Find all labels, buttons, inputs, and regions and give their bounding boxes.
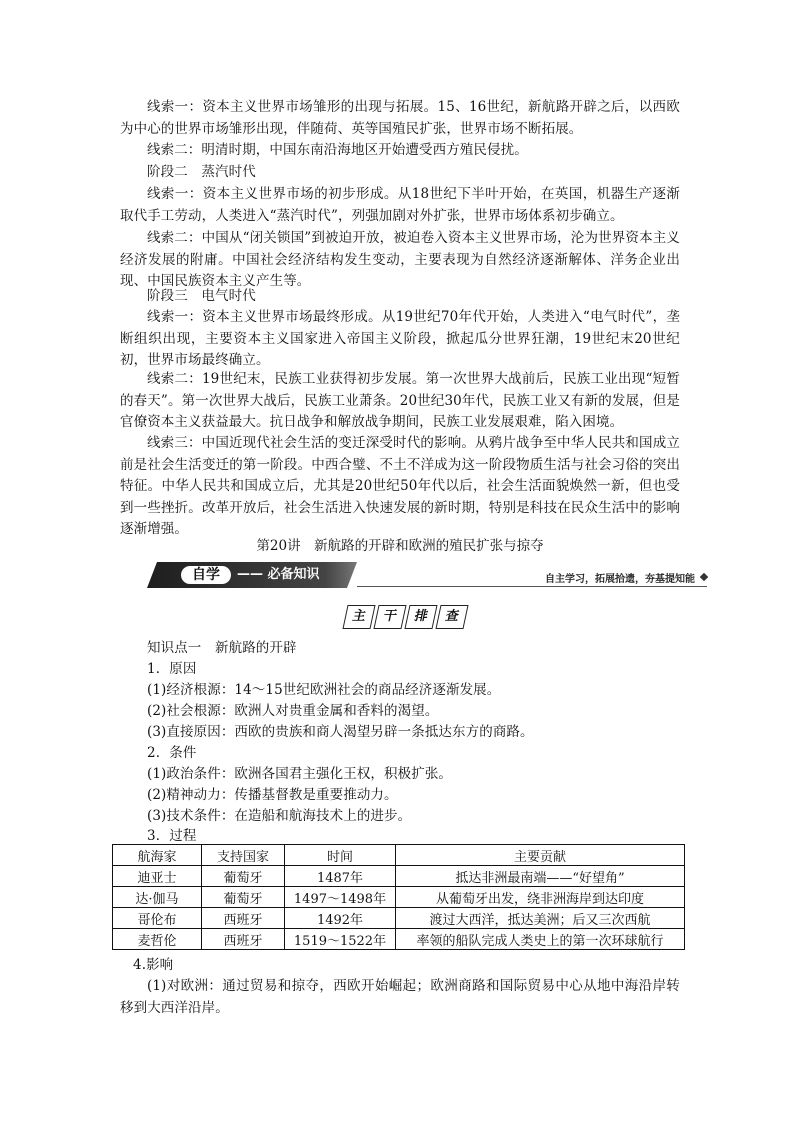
header-navigator: 航海家 (113, 845, 202, 866)
condition-technical: (3)技术条件：在造船和航海技术上的进步。 (147, 808, 412, 824)
cell-navigator: 迪亚士 (113, 866, 202, 887)
paragraph-steam-clue-2: 线索二：中国从“闭关锁国”到被迫开放，被迫卷入资本主义世界市场，沦为世界资本主义经济发展的附庸。中国社会经济结构发生变动，主要表现为自然经济逐渐解体、洋务企业出现、中国民族资本主义产生等。 (120, 230, 680, 289)
section-heading (345, 605, 466, 629)
knowledge-point-heading: 知识点一 新航路的开辟 (147, 640, 297, 656)
cell-contribution: 抵达非洲最南端——“好望角” (396, 866, 685, 887)
heading-causes: 1．原因 (147, 661, 197, 677)
paragraph-clue-1: 线索一：资本主义世界市场雏形的出现与拓展。15、16世纪，新航路开辟之后，以西欧为中心的世界市场雏形出现，伴随荷、英等国殖民扩张，世界市场不断拓展。 (120, 99, 680, 137)
banner-chip: 自学 (181, 566, 231, 584)
cell-navigator: 达·伽马 (113, 887, 202, 908)
cell-contribution: 率领的船队完成人类史上的第一次环球航行 (396, 929, 685, 950)
cause-social: (2)社会根源：欧洲人对贵重金属和香料的渴望。 (147, 703, 439, 719)
table-row (113, 887, 685, 908)
section-char: 查 (435, 605, 468, 629)
cause-direct: (3)直接原因：西欧的贵族和商人渴望另辟一条抵达东方的商路。 (147, 724, 534, 740)
heading-conditions: 2．条件 (147, 745, 197, 761)
cell-country: 葡萄牙 (202, 866, 285, 887)
paragraph-steam-clue-1: 线索一：资本主义世界市场的初步形成。从18世纪下半叶开始，在英国，机器生产逐渐取代手工劳动，人类进入“蒸汽时代”，列强加剧对外扩张，世界市场体系初步确立。 (120, 186, 680, 224)
table-header-row (113, 845, 685, 866)
heading-impact: 4.影响 (133, 957, 174, 973)
table-row (113, 908, 685, 929)
section-char: 排 (404, 605, 437, 629)
table-row (113, 866, 685, 887)
banner-text: —— 必备知识 (237, 567, 320, 582)
cell-time: 1519～1522年 (285, 929, 396, 950)
table-row (113, 929, 685, 950)
section-char: 主 (342, 605, 375, 629)
header-time: 时间 (285, 845, 396, 866)
cause-economic: (1)经济根源：14～15世纪欧洲社会的商品经济逐渐发展。 (147, 682, 501, 698)
cell-contribution: 渡过大西洋，抵达美洲；后又三次西航 (396, 908, 685, 929)
cell-country: 西班牙 (202, 929, 285, 950)
self-study-banner (147, 562, 707, 588)
paragraph-electric-clue-2: 线索二：19世纪末，民族工业获得初步发展。第一次世界大战前后，民族工业出现“短暂的春天”。第一次世界大战后，民族工业萧条。20世纪30年代，民族工业又有新的发展，但是官僚资本主义获益最大。抗日战争和解放战争期间，民族工业发展艰难，陷入困境。 (120, 371, 680, 430)
section-char: 干 (373, 605, 406, 629)
paragraph-clue-2: 线索二：明清时期，中国东南沿海地区开始遭受西方殖民侵扰。 (147, 142, 528, 158)
banner-slogan: 自主学习，拓展拾遗，夯基提知能 (545, 574, 695, 585)
condition-spiritual: (2)精神动力：传播基督教是重要推动力。 (147, 787, 398, 803)
cell-navigator: 麦哲伦 (113, 929, 202, 950)
header-contribution: 主要贡献 (396, 845, 685, 866)
cell-contribution: 从葡萄牙出发，绕非洲海岸到达印度 (396, 887, 685, 908)
cell-time: 1487年 (285, 866, 396, 887)
header-country: 支持国家 (202, 845, 285, 866)
cell-time: 1497～1498年 (285, 887, 396, 908)
stage-3-heading: 阶段三 电气时代 (147, 288, 256, 304)
impact-europe: (1)对欧洲：通过贸易和掠夺，西欧开始崛起；欧洲商路和国际贸易中心从地中海沿岸转移到大西洋沿岸。 (120, 978, 680, 1016)
lecture-title: 第20讲 新航路的开辟和欧洲的殖民扩张与掠夺 (256, 538, 544, 554)
cell-time: 1492年 (285, 908, 396, 929)
banner-rule (357, 586, 707, 587)
heading-process: 3．过程 (147, 828, 197, 844)
stage-2-heading: 阶段二 蒸汽时代 (147, 164, 256, 180)
voyages-table (112, 844, 685, 950)
paragraph-electric-clue-3: 线索三：中国近现代社会生活的变迁深受时代的影响。从鸦片战争至中华人民共和国成立前是社会生活变迁的第一阶段。中西合璧、不土不洋成为这一阶段物质生活与社会习俗的突出特征。中华人民共和国成立后，尤其是20世纪50年代以后，社会生活面貌焕然一新，但也受到一些挫折。改革开放后，社会生活进入快速发展的新时期，特别是科技在民众生活中的影响逐渐增强。 (120, 435, 680, 537)
diamond-icon (700, 573, 708, 581)
cell-country: 葡萄牙 (202, 887, 285, 908)
cell-navigator: 哥伦布 (113, 908, 202, 929)
condition-political: (1)政治条件：欧洲各国君主强化王权，积极扩张。 (147, 766, 453, 782)
paragraph-electric-clue-1: 线索一：资本主义世界市场最终形成。从19世纪70年代开始，人类进入“电气时代”，垄断组织出现，主要资本主义国家进入帝国主义阶段，掀起瓜分世界狂潮，19世纪末20世纪初，世界市场最终确立。 (120, 309, 680, 368)
cell-country: 西班牙 (202, 908, 285, 929)
